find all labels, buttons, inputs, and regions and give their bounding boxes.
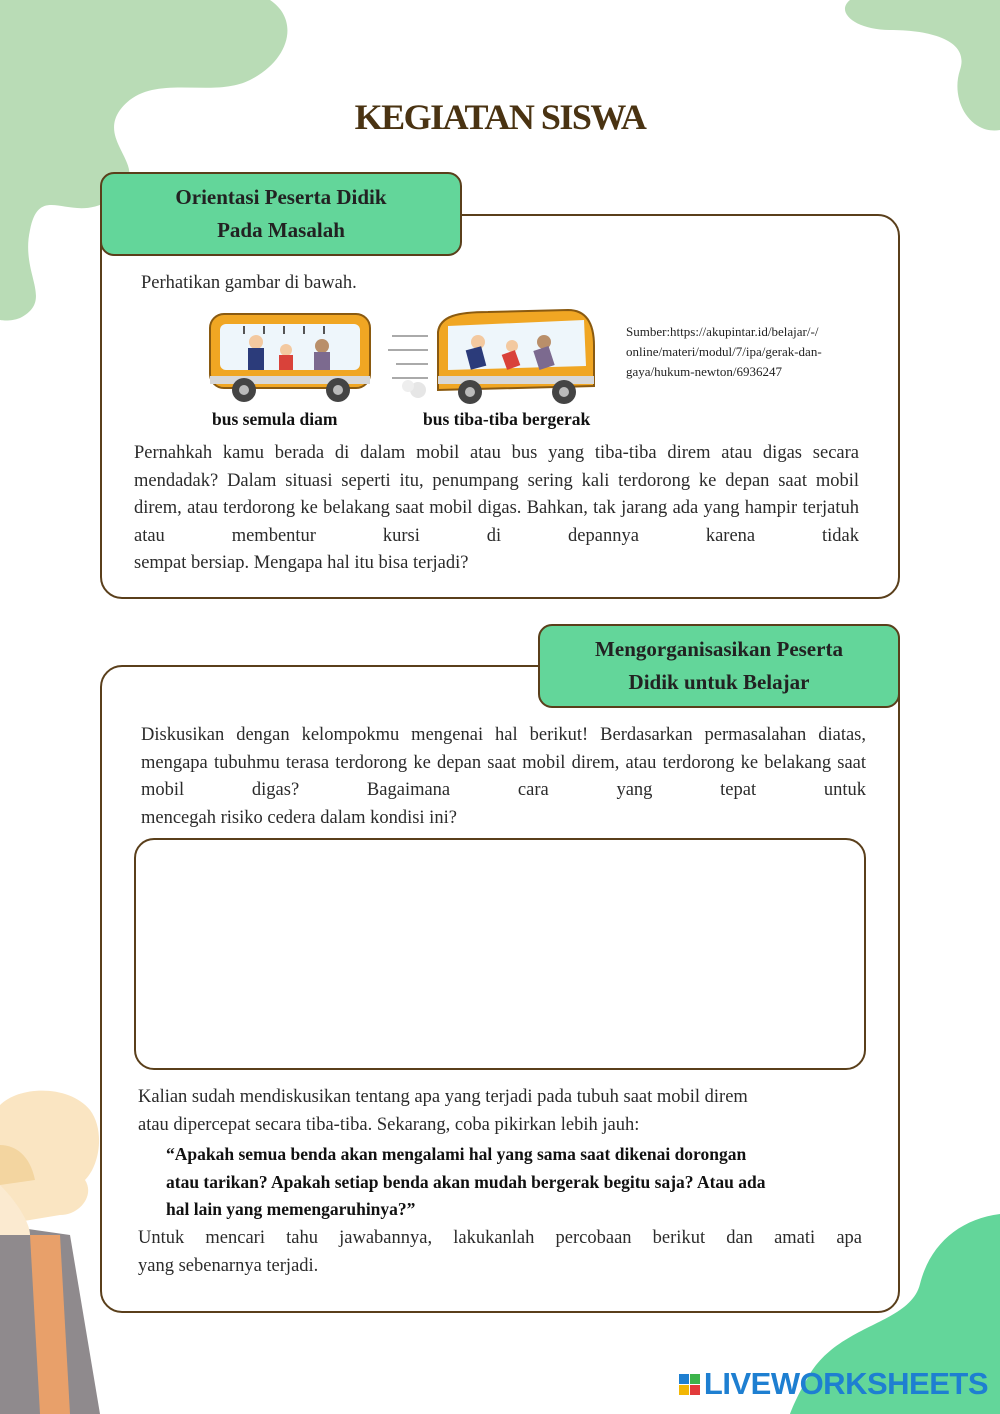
page-title: KEGIATAN SISWA xyxy=(354,97,646,137)
paragraph-line: depan saat mobil direm, atau terdorong ke belakang saat mobil digas. Bahkan, tak xyxy=(134,470,859,518)
paragraph-line: jarang ada yang hampir terjatuh atau membentur kursi di depannya karena tidak xyxy=(134,498,860,546)
source-line: gaya/hukum-newton/6936247 xyxy=(626,364,782,379)
organize-tab-line2: Didik untuk Belajar xyxy=(628,670,810,694)
followup-paragraph xyxy=(138,1084,866,1139)
quote-line: atau tarikan? Apakah setiap benda akan mudah bergerak begitu saja? Atau ada xyxy=(166,1171,766,1192)
closing-paragraph xyxy=(138,1225,862,1280)
quote-line: hal lain yang memengaruhinya?” xyxy=(166,1199,416,1219)
orientation-tab xyxy=(100,172,462,256)
followup-line: atau dipercepat secara tiba-tiba. Sekarang, coba pikirkan lebih jauh: xyxy=(138,1114,640,1135)
bus-moving-image xyxy=(388,306,606,406)
paragraph-line: sempat bersiap. Mengapa hal itu bisa terjadi? xyxy=(134,553,469,573)
caption-bus-stationary: bus semula diam xyxy=(212,409,338,429)
discussion-line: diatas, mengapa tubuhmu terasa terdorong ke depan saat mobil direm, atau xyxy=(141,725,867,773)
bus-stationary-image xyxy=(204,308,376,404)
guiding-question xyxy=(166,1141,846,1224)
organize-tab xyxy=(538,624,900,708)
closing-line: Untuk mencari tahu jawabannya, lakukanlah percobaan berikut dan amati apa xyxy=(138,1228,862,1248)
liveworksheets-logo xyxy=(679,1366,988,1402)
source-line: Sumber:https://akupintar.id/belajar/-/ xyxy=(626,324,819,339)
closing-line: yang sebenarnya terjadi. xyxy=(138,1255,319,1276)
discussion-line: terdorong ke belakang saat mobil digas? Bagaimana cara yang tepat untuk xyxy=(141,752,867,800)
paragraph-line: secara mendadak? Dalam situasi seperti itu, penumpang sering kali terdorong ke xyxy=(134,443,860,491)
logo-text-live: LIVE xyxy=(703,1366,771,1401)
orientation-tab-line1: Orientasi Peserta Didik xyxy=(175,185,387,209)
discussion-paragraph xyxy=(141,722,866,832)
logo-text-worksheets: WORKSHEETS xyxy=(770,1366,988,1401)
discussion-line: Diskusikan dengan kelompokmu mengenai hal berikut! Berdasarkan permasalahan xyxy=(141,725,807,745)
image-source xyxy=(626,322,866,382)
paragraph-line: Pernahkah kamu berada di dalam mobil atau bus yang tiba-tiba direm atau digas xyxy=(134,443,802,463)
organize-tab-line1: Mengorganisasikan Peserta xyxy=(595,637,843,661)
problem-paragraph xyxy=(134,440,859,578)
caption-bus-moving: bus tiba-tiba bergerak xyxy=(423,409,591,429)
scientist-illustration xyxy=(0,1085,110,1414)
instruction-text: Perhatikan gambar di bawah. xyxy=(141,273,357,293)
discussion-line: mencegah risiko cedera dalam kondisi ini? xyxy=(141,807,457,828)
logo-mark-icon xyxy=(679,1374,700,1395)
answer-box[interactable] xyxy=(134,838,866,1070)
orientation-tab-line2: Pada Masalah xyxy=(217,218,345,242)
source-line: online/materi/modul/7/ipa/gerak-dan- xyxy=(626,344,822,359)
followup-line: Kalian sudah mendiskusikan tentang apa yang terjadi pada tubuh saat mobil direm xyxy=(138,1087,748,1107)
quote-line: “Apakah semua benda akan mengalami hal yang sama saat dikenai dorongan xyxy=(166,1144,747,1164)
